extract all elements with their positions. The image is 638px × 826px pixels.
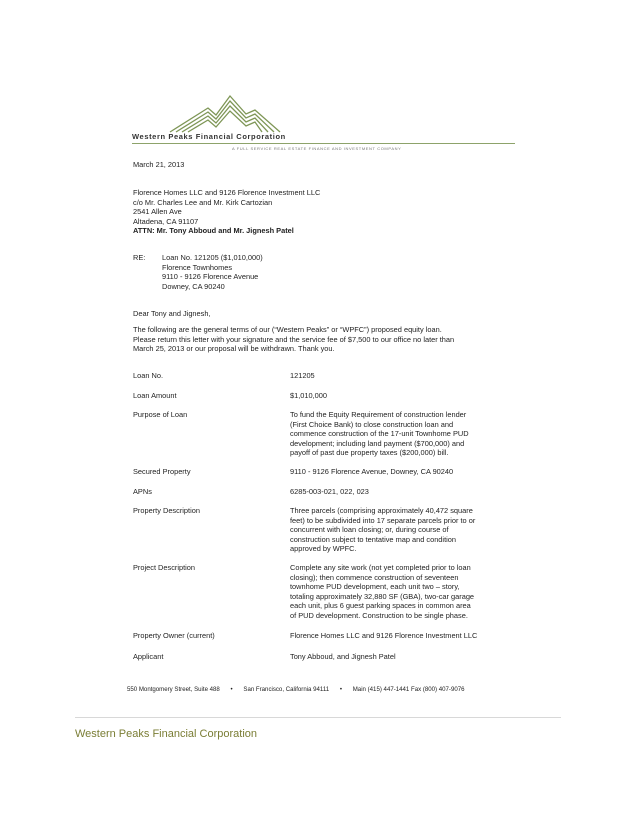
- term-value: construction subject to tentative map and condition: [290, 534, 456, 544]
- addressee-line: Altadena, CA 91107: [133, 216, 199, 226]
- term-value: Complete any site work (not yet completed prior to loan: [290, 563, 471, 572]
- term-label: APNs: [133, 487, 152, 496]
- term-label: Secured Property: [133, 467, 191, 476]
- term-label: Loan Amount: [133, 391, 177, 400]
- term-value: feet) to be subdivided into 17 separate parcels prior to or: [290, 515, 476, 525]
- bullet-separator: •: [230, 686, 233, 693]
- re-line: Florence Townhomes: [162, 262, 233, 272]
- term-label: Property Owner (current): [133, 631, 215, 640]
- company-tagline: A FULL SERVICE REAL ESTATE FINANCE AND INVESTMENT COMPANY: [232, 146, 402, 151]
- term-value: 9110 - 9126 Florence Avenue, Downey, CA 90240: [290, 467, 454, 476]
- term-label: Applicant: [133, 652, 164, 661]
- term-value: of PUD development. Construction to be single phase.: [290, 610, 468, 620]
- re-line: 9110 - 9126 Florence Avenue: [162, 272, 259, 281]
- term-value: approved by WPFC.: [290, 544, 357, 553]
- footer-address: 550 Montgomery Street, Suite 488: [127, 686, 220, 693]
- term-value: townhome PUD development, each unit two – story,: [290, 582, 460, 591]
- term-value: commence construction of the 17-unit Townhome PUD: [290, 429, 469, 438]
- term-label: Property Description: [133, 506, 200, 515]
- company-name: Western Peaks Financial Corporation: [132, 132, 286, 141]
- addressee-line: 2541 Allen Ave: [133, 207, 182, 216]
- attn-line: ATTN: Mr. Tony Abboud and Mr. Jignesh Patel: [133, 226, 294, 235]
- term-label: Project Description: [133, 563, 196, 572]
- term-value: Florence Homes LLC and 9126 Florence Investment LLC: [290, 631, 478, 640]
- term-value: To fund the Equity Requirement of construction lender: [290, 410, 467, 419]
- term-value: totaling approximately 32,880 SF (GBA), two-car garage: [290, 591, 475, 601]
- term-label: Purpose of Loan: [133, 410, 188, 419]
- re-line: Downey, CA 90240: [162, 281, 225, 291]
- salutation: Dear Tony and Jignesh,: [133, 309, 211, 318]
- document-caption: Western Peaks Financial Corporation: [75, 728, 257, 740]
- term-value: Tony Abboud, and Jignesh Patel: [290, 652, 396, 661]
- re-line: Loan No. 121205 ($1,010,000): [162, 253, 263, 262]
- term-value: Three parcels (comprising approximately 40,472 square: [290, 506, 473, 515]
- bullet-separator: •: [339, 686, 343, 693]
- header-divider: [132, 143, 515, 144]
- term-label: Loan No.: [133, 371, 163, 380]
- term-value: payoff of past due property taxes ($200,000) bill.: [290, 448, 449, 457]
- term-value: 121205: [290, 371, 315, 380]
- letter-date: March 21, 2013: [133, 160, 185, 169]
- intro-line: Please return this letter with your signature and the service fee of $7,500 to our office no later than: [133, 334, 455, 344]
- page-divider: [75, 717, 561, 718]
- term-value: each unit, plus 6 guest parking spaces in common area: [290, 601, 471, 610]
- re-label: RE:: [133, 253, 146, 262]
- term-value: (First Choice Bank) to close construction loan and: [290, 419, 454, 429]
- footer-city: San Francisco, California 94111: [243, 686, 330, 693]
- term-value: concurrent with loan closing; or, during course of: [290, 525, 449, 534]
- term-value: closing); then commence construction of seventeen: [290, 572, 459, 582]
- letterhead-footer: [127, 686, 522, 693]
- term-value: $1,010,000: [290, 391, 327, 400]
- addressee-line: Florence Homes LLC and 9126 Florence Investment LLC: [133, 188, 321, 197]
- intro-line: March 25, 2013 or our proposal will be withdrawn. Thank you.: [133, 344, 335, 353]
- mountain-peaks-logo-icon: [130, 88, 310, 136]
- term-value: 6285-003-021, 022, 023: [290, 487, 369, 496]
- footer-phone: Main (415) 447-1441 Fax (800) 407-9076: [352, 686, 465, 693]
- term-value: development; including land payment ($700,000) and: [290, 438, 465, 448]
- addressee-line: c/o Mr. Charles Lee and Mr. Kirk Cartozian: [133, 197, 273, 207]
- intro-line: The following are the general terms of our (“Western Peaks” or “WPFC”) proposed equity loan.: [133, 325, 442, 334]
